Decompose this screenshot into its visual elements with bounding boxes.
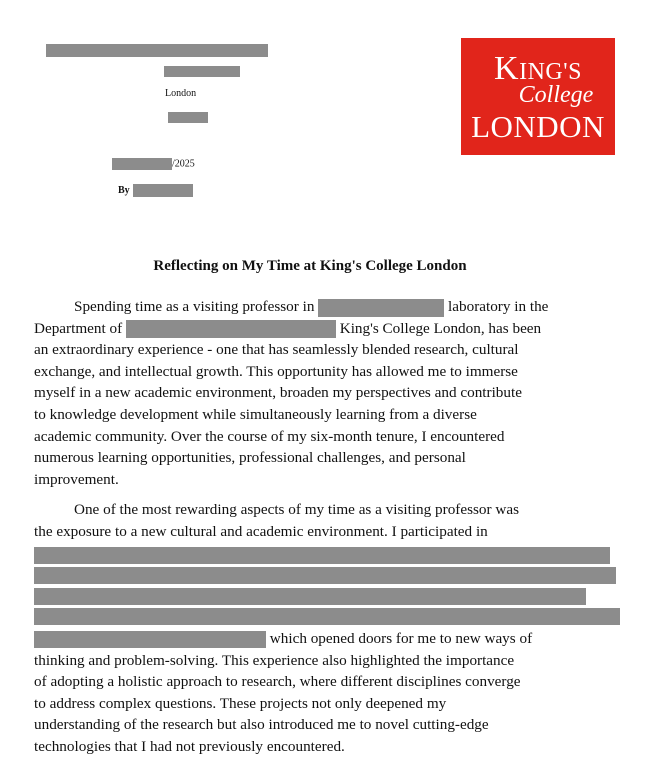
redacted-sender-name	[46, 44, 268, 57]
redacted-postcode	[168, 112, 208, 123]
redacted-date	[112, 158, 172, 170]
letter-author: By	[118, 184, 193, 197]
paragraph-2-continued: which opened doors for me to new ways of thinking and problem-solving. This experience also highlighted the importance of adopting a holistic approach to research, where different disciplines converge to address complex questions. These projects not only deepened my understanding of the research but also introduced me to novel cutting-edge technologies that I had not previously encountered.	[34, 630, 533, 755]
paragraph-2: One of the most rewarding aspects of my time as a visiting professor was the exposure to a new cultural and academic environment. I participated in	[34, 501, 519, 540]
redacted-department	[126, 320, 336, 338]
redacted-author-name	[133, 184, 193, 197]
kings-college-london-logo: KING'S College LONDON	[461, 38, 615, 155]
redacted-lab-name	[318, 299, 444, 317]
redacted-sender-address	[164, 66, 240, 77]
redacted-text-line	[34, 588, 586, 605]
redacted-text-line	[34, 608, 620, 625]
letter-date: /2025	[112, 158, 195, 170]
redacted-text-line	[34, 631, 266, 648]
redacted-text-line	[34, 567, 616, 584]
redacted-text-line	[34, 547, 610, 564]
letter-title: Reflecting on My Time at King's College London	[153, 258, 467, 274]
sender-city: London	[165, 88, 197, 99]
paragraph-1: Spending time as a visiting professor in laboratory in the Department of King's College London, has been an extraordinary experience - one that has seamlessly blended research, cultural exchange, and intellectual growth. This opportunity has allowed me to immerse myself in a new academic environment, broaden my perspectives and contribute to knowledge development while simultaneously learning from a diverse academic community. Over the course of my six-month tenure, I encountered numerous learning opportunities, professional challenges, and personal improvement.	[34, 298, 549, 488]
